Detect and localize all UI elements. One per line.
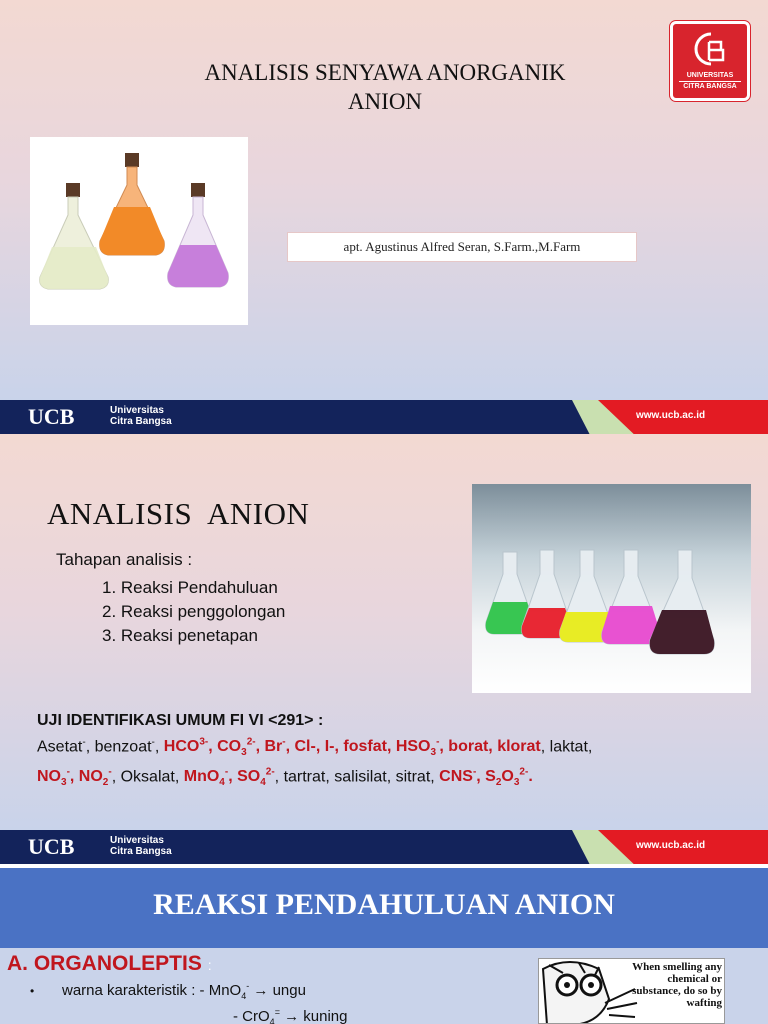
organoleptis-label: A. ORGANOLEPTIS	[7, 952, 202, 975]
footer-uni-line-1: Universitas	[110, 835, 164, 846]
slide-footer-2	[0, 830, 768, 864]
slide-3	[0, 868, 768, 1024]
step-item-2: 2. Reaksi penggolongan	[102, 602, 286, 621]
warna-line-1: warna karakteristik : - MnO$_4$- → ungu	[62, 981, 306, 1001]
colored-flasks-image	[472, 484, 751, 693]
slide-footer-1	[0, 400, 768, 434]
author-name: apt. Agustinus Alfred Seran, S.Farm.,M.Farm	[287, 232, 637, 262]
slide-3-title-band	[0, 868, 768, 948]
flasks-image	[30, 137, 248, 325]
slide-3-title: REAKSI PENDAHULUAN ANION	[153, 888, 615, 921]
uji-title: UJI IDENTIFIKASI UMUM FI VI <291> :	[37, 712, 324, 729]
slide-1	[0, 0, 768, 400]
university-logo	[670, 21, 750, 101]
logo-text-line-2: CITRA BANGSA	[679, 81, 741, 91]
steps-intro: Tahapan analisis :	[56, 550, 193, 569]
title-line-2: ANION	[347, 89, 423, 114]
warna-line-2: - CrO$_4$= → kuning	[233, 1007, 348, 1024]
organoleptis-colon: :	[207, 957, 212, 973]
footer-url-link[interactable]: www.ucb.ac.id	[636, 840, 706, 851]
footer-university	[110, 835, 172, 857]
anion-list-line-1: Asetat-, benzoat-, $HCO^{3-}$, $CO_3^{2-}$, Br-, Cl-, I-, fosfat, $HSO_3^-$, borat, klorat, laktat,	[37, 737, 593, 759]
slide-1-title	[100, 58, 670, 116]
footer-uni-line-2: Citra Bangsa	[110, 846, 172, 857]
slide-2-title: ANALISIS ANION	[47, 496, 310, 531]
colored-flasks-photo	[472, 484, 751, 693]
footer-brand: UCB	[28, 834, 75, 859]
organoleptis-heading	[7, 952, 212, 976]
scientist-face-icon	[539, 959, 639, 1024]
safety-cartoon	[538, 958, 725, 1024]
anion-list-line-2: $NO_3^-$, $NO_2^-$, Oksalat, MnO$_4$-, $SO_4^{2-}$, tartrat, salisilat, sitrat, CNS-, $S_2O_3^{2-}$.	[37, 767, 533, 789]
slide-2	[0, 434, 768, 830]
footer-uni-line-1: Universitas	[110, 405, 164, 416]
footer-university	[110, 405, 172, 427]
warna-item-2-arrow: → kuning	[284, 1008, 348, 1024]
footer-url-link[interactable]: www.ucb.ac.id	[636, 410, 706, 421]
footer-uni-line-2: Citra Bangsa	[110, 416, 172, 427]
footer-brand: UCB	[28, 404, 75, 429]
step-item-3: 3. Reaksi penetapan	[102, 626, 258, 645]
title-line-1: ANALISIS SENYAWA ANORGANIK	[204, 60, 566, 85]
step-item-1: 1. Reaksi Pendahuluan	[102, 578, 278, 597]
warna-item-1-arrow: → ungu	[253, 982, 306, 999]
cartoon-caption: When smelling any chemical or substance, do so by wafting	[632, 961, 722, 1009]
bullet-icon: •	[30, 984, 35, 998]
logo-text-line-1: UNIVERSITAS	[686, 72, 734, 79]
logo-emblem-icon	[689, 30, 733, 70]
flasks-photo	[30, 137, 248, 325]
warna-label: warna karakteristik : -	[62, 982, 205, 999]
